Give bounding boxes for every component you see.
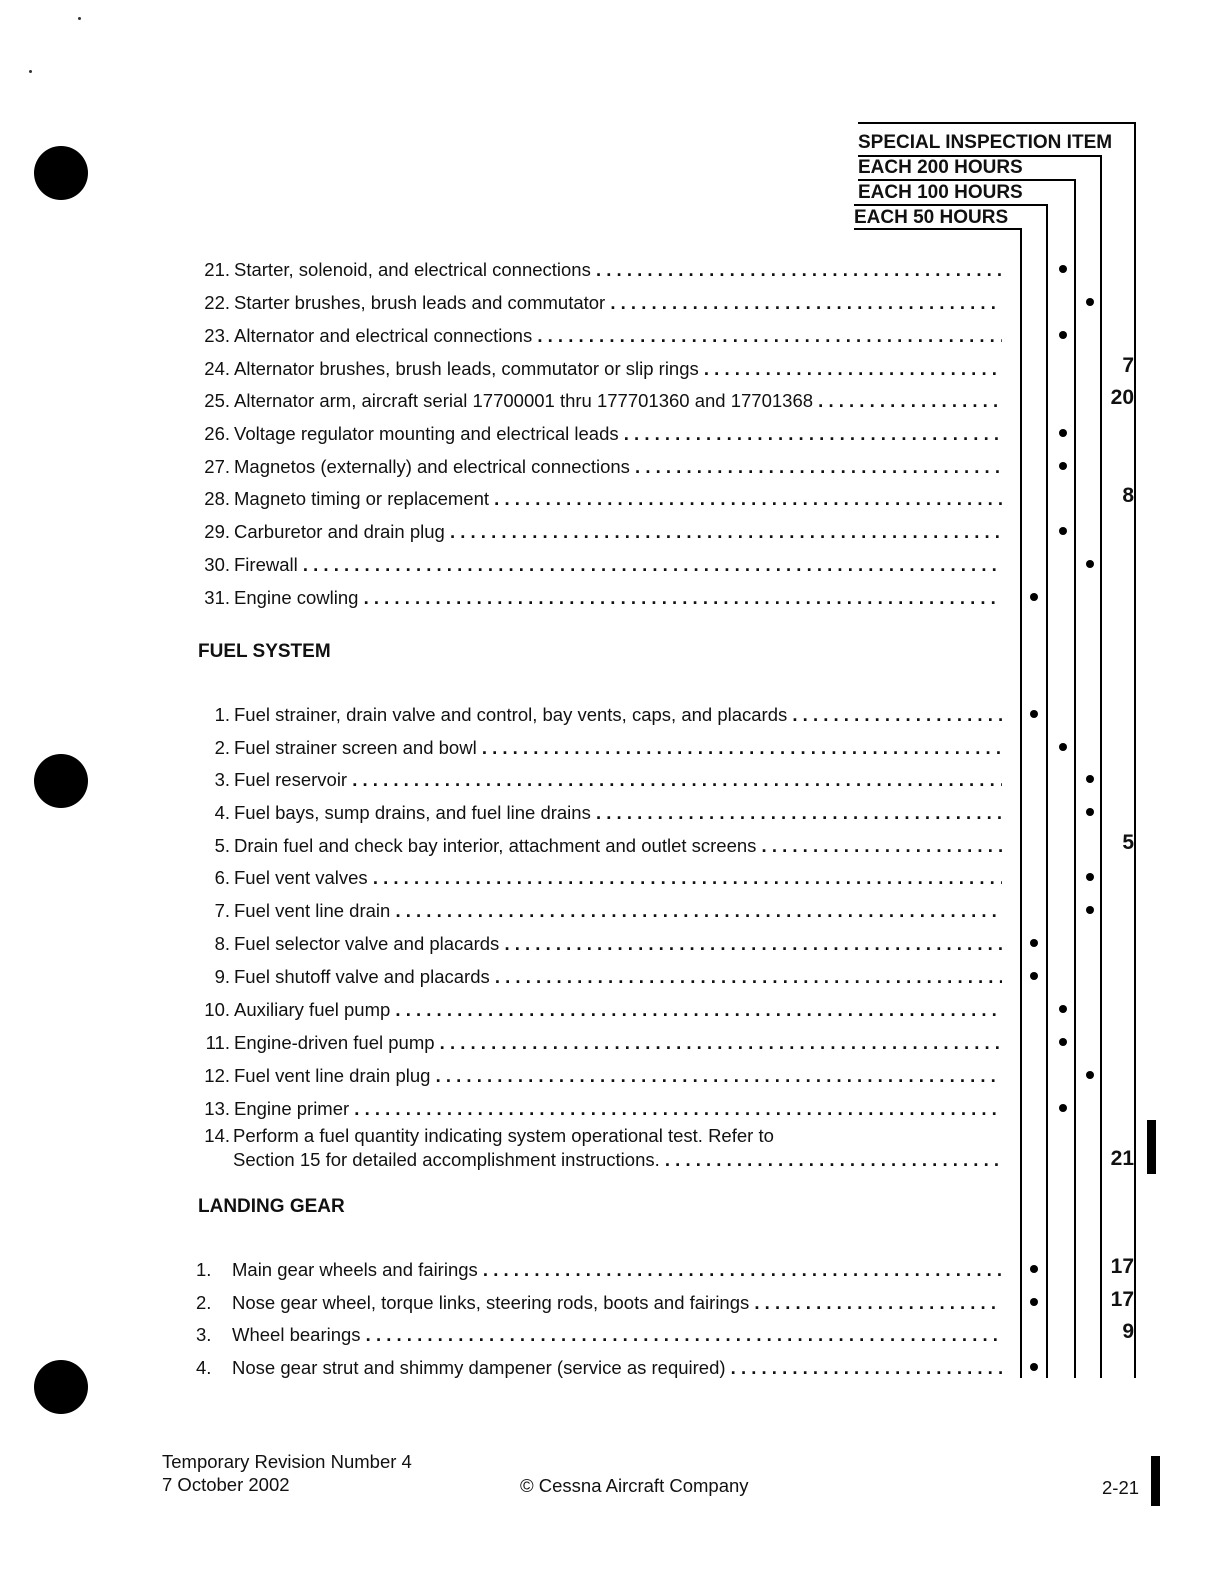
- list-item: 23. Alternator and electrical connections . . .: [196, 321, 1002, 351]
- footer-revision: Temporary Revision Number 4: [162, 1451, 412, 1472]
- binder-hole-middle: [34, 754, 88, 808]
- list-item: 2. Fuel strainer screen and bowl . . .: [196, 733, 1002, 763]
- interval-marker: [1086, 298, 1094, 306]
- scan-speck: [29, 70, 32, 73]
- interval-marker: [1059, 429, 1067, 437]
- list-item: 24. Alternator brushes, brush leads, commutator or slip rings . . .: [196, 354, 1002, 384]
- list-item: 27. Magnetos (externally) and electrical connections . . .: [196, 452, 1002, 482]
- footer-copyright: © Cessna Aircraft Company: [520, 1475, 749, 1496]
- column-line-100-right: [1074, 179, 1076, 1378]
- interval-marker: [1059, 462, 1067, 470]
- interval-marker: [1086, 560, 1094, 568]
- list-item: 6. Fuel vent valves . . .: [196, 863, 1002, 893]
- special-inspection-ref: 8: [1122, 484, 1134, 507]
- interval-marker: [1059, 1104, 1067, 1112]
- special-inspection-ref: 5: [1122, 831, 1134, 854]
- interval-marker: [1030, 1363, 1038, 1371]
- list-item: 28. Magneto timing or replacement . . .: [196, 484, 1002, 514]
- header-special-inspection: SPECIAL INSPECTION ITEM: [858, 132, 1113, 153]
- interval-marker: [1086, 906, 1094, 914]
- header-rule-50: [854, 204, 1048, 206]
- list-item: 7. Fuel vent line drain . . .: [196, 896, 1002, 926]
- list-item: 26. Voltage regulator mounting and electrical leads . . .: [196, 419, 1002, 449]
- list-item: 9. Fuel shutoff valve and placards . . .: [196, 962, 1002, 992]
- list-item: 12. Fuel vent line drain plug . . .: [196, 1061, 1002, 1091]
- special-inspection-ref: 17: [1110, 1255, 1134, 1278]
- column-line-50-right: [1046, 204, 1048, 1378]
- interval-marker: [1086, 873, 1094, 881]
- column-line-50-left: [1020, 228, 1022, 1378]
- column-line-200-right: [1100, 155, 1102, 1378]
- header-rule-100: [858, 179, 1076, 181]
- special-inspection-ref: 17: [1110, 1288, 1134, 1311]
- revision-bar: [1151, 1456, 1160, 1506]
- list-item: 3. Wheel bearings . . .: [196, 1320, 1002, 1350]
- list-item: 13. Engine primer . . .: [196, 1094, 1002, 1124]
- list-item: 1. Main gear wheels and fairings . . .: [196, 1255, 1002, 1285]
- footer-date: 7 October 2002: [162, 1474, 290, 1495]
- special-inspection-ref: 7: [1122, 354, 1134, 377]
- header-rule-200: [858, 155, 1102, 157]
- list-item: 10. Auxiliary fuel pump . . .: [196, 995, 1002, 1025]
- list-item: 1. Fuel strainer, drain valve and control, bay vents, caps, and placards . . .: [196, 700, 1002, 730]
- interval-marker: [1059, 1038, 1067, 1046]
- section-title-landing-gear: LANDING GEAR: [198, 1196, 345, 1217]
- header-each-50: EACH 50 HOURS: [854, 207, 1009, 228]
- list-item: 2. Nose gear wheel, torque links, steering rods, boots and fairings . . .: [196, 1288, 1002, 1318]
- list-item: 30. Firewall . . .: [196, 550, 1002, 580]
- page-number: 2-21: [1102, 1477, 1140, 1498]
- interval-marker: [1059, 527, 1067, 535]
- interval-marker: [1059, 1005, 1067, 1013]
- header-each-100: EACH 100 HOURS: [858, 182, 1023, 203]
- list-item: 21. Starter, solenoid, and electrical connections . . .: [196, 255, 1002, 285]
- list-item: 22. Starter brushes, brush leads and commutator . . .: [196, 288, 1002, 318]
- interval-marker: [1059, 743, 1067, 751]
- interval-marker: [1059, 265, 1067, 273]
- interval-marker: [1059, 331, 1067, 339]
- interval-marker: [1030, 710, 1038, 718]
- column-line-special-right: [1134, 122, 1136, 1378]
- list-item: 5. Drain fuel and check bay interior, attachment and outlet screens . . .: [196, 831, 1002, 861]
- binder-hole-top: [34, 146, 88, 200]
- list-item: 4. Nose gear strut and shimmy dampener (service as required) . . .: [196, 1353, 1002, 1383]
- interval-marker: [1030, 593, 1038, 601]
- interval-marker: [1030, 972, 1038, 980]
- header-each-200: EACH 200 HOURS: [858, 157, 1023, 178]
- list-item: 31. Engine cowling . . .: [196, 583, 1002, 613]
- scan-speck: [78, 17, 81, 20]
- interval-marker: [1086, 808, 1094, 816]
- list-item: 25. Alternator arm, aircraft serial 17700001 thru 177701360 and 17701368 . . .: [196, 386, 1002, 416]
- interval-marker: [1086, 1071, 1094, 1079]
- interval-marker: [1030, 939, 1038, 947]
- interval-marker: [1030, 1265, 1038, 1273]
- header-rule-special: [858, 122, 1136, 124]
- list-item: 11. Engine-driven fuel pump . . .: [196, 1028, 1002, 1058]
- section-title-fuel-system: FUEL SYSTEM: [198, 641, 331, 662]
- list-item: 29. Carburetor and drain plug . . .: [196, 517, 1002, 547]
- special-inspection-ref: 20: [1110, 386, 1134, 409]
- list-item: 8. Fuel selector valve and placards . . .: [196, 929, 1002, 959]
- special-inspection-ref: 21: [1110, 1147, 1134, 1170]
- interval-marker: [1086, 775, 1094, 783]
- revision-bar: [1147, 1120, 1156, 1174]
- list-item: 4. Fuel bays, sump drains, and fuel line drains . . .: [196, 798, 1002, 828]
- special-inspection-ref: 9: [1122, 1320, 1134, 1343]
- header-rule-50-bottom: [854, 228, 1022, 230]
- list-item: 3. Fuel reservoir . . .: [196, 765, 1002, 795]
- interval-marker: [1030, 1298, 1038, 1306]
- binder-hole-bottom: [34, 1360, 88, 1414]
